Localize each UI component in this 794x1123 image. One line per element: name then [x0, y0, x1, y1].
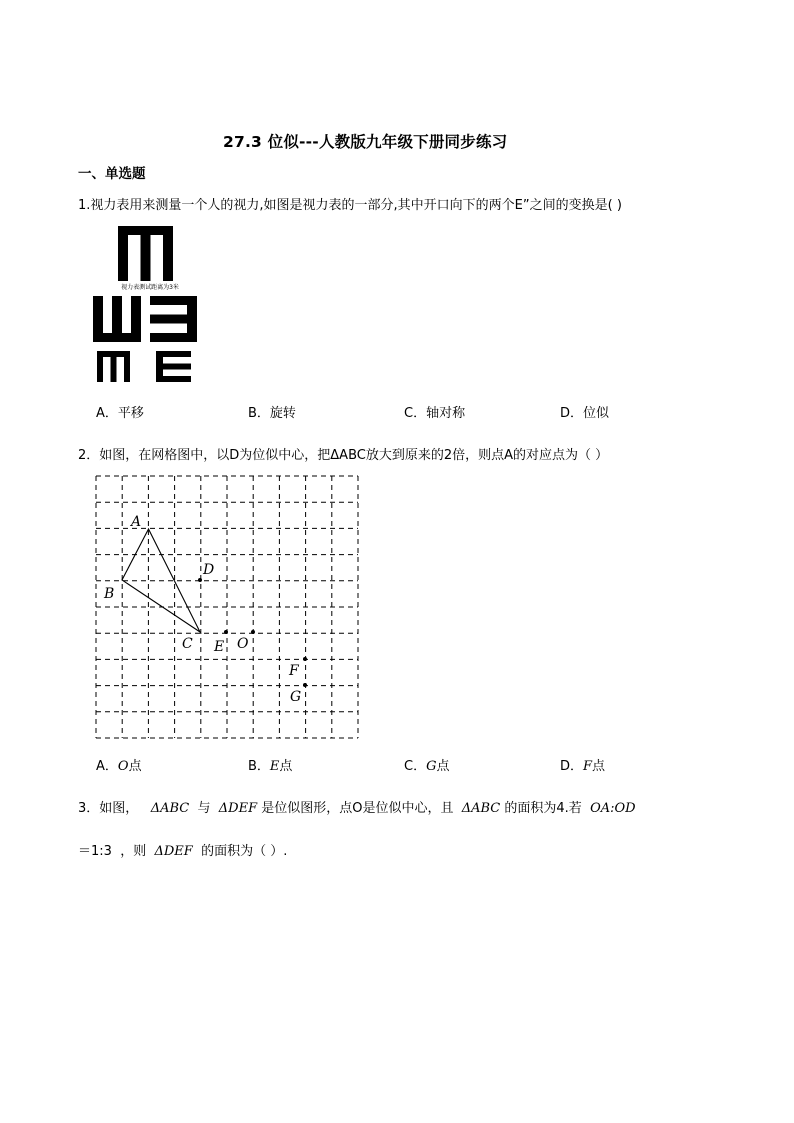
- label-g: G: [290, 689, 302, 705]
- section-heading: 一、单选题: [78, 166, 146, 182]
- page-title: 27.3 位似---人教版九年级下册同步练习: [223, 133, 508, 151]
- q2-option-a-suffix: 点: [128, 759, 142, 774]
- q2-grid-figure: [90, 470, 365, 745]
- q3-triangle-abc-2: ΔABC: [461, 801, 501, 816]
- q1-option-a: A．平移: [96, 406, 144, 421]
- q2-option-a: [96, 755, 142, 774]
- q2-option-c: [404, 755, 449, 774]
- label-o: O: [237, 636, 249, 652]
- q2-option-b-var: E: [269, 759, 280, 774]
- label-e: E: [214, 639, 225, 655]
- point-e: [224, 630, 228, 634]
- q2-option-d-suffix: 点: [592, 759, 606, 774]
- question-3-line-1: [78, 797, 636, 816]
- q2-option-b-suffix: 点: [279, 759, 293, 774]
- q2-option-c-prefix: C．: [404, 759, 427, 774]
- label-b: B: [104, 586, 115, 602]
- question-2-text: 2．如图，在网格图中，以D为位似中心，把ΔABC放大到原来的2倍，则点A的对应点为（ ）: [78, 448, 609, 463]
- q2-option-b: [248, 755, 292, 774]
- q3-text-then: ，则: [120, 844, 147, 859]
- q3-text-c: 是位似图形，点O是位似中心，且: [261, 801, 454, 816]
- point-f: [303, 657, 307, 661]
- q2-option-c-var: G: [426, 759, 437, 774]
- label-c: C: [182, 636, 193, 652]
- q3-text-a: 3．如图，: [78, 801, 139, 816]
- q3-text-b: 与: [197, 801, 211, 816]
- q3-triangle-def-2: ΔDEF: [154, 844, 193, 859]
- q2-option-a-var: O: [117, 759, 129, 774]
- label-f: F: [289, 663, 299, 679]
- q3-triangle-def: ΔDEF: [218, 801, 258, 816]
- q1-option-b: B．旋转: [248, 406, 296, 421]
- q2-option-d-prefix: D．: [560, 759, 584, 774]
- q1-option-d: D．位似: [560, 406, 610, 421]
- question-3-line-2: [78, 840, 287, 859]
- q1-option-c: C．轴对称: [404, 406, 466, 421]
- q2-option-a-prefix: A．: [96, 759, 118, 774]
- q2-option-d: [560, 755, 605, 774]
- q2-option-d-var: F: [583, 759, 593, 774]
- q3-text-d: 的面积为4.若: [504, 801, 582, 816]
- eye-chart-caption: 视力表测试距离为3米: [121, 284, 179, 291]
- eye-chart-e-up: [93, 296, 141, 342]
- q2-option-c-suffix: 点: [436, 759, 450, 774]
- eye-chart-e-small-down: [97, 351, 130, 382]
- point-d: [198, 578, 202, 582]
- eye-chart-e-small-right: [156, 351, 191, 382]
- point-g: [303, 683, 307, 687]
- eye-chart-e-left: [150, 296, 197, 342]
- q2-option-b-prefix: B．: [248, 759, 270, 774]
- point-o: [251, 630, 255, 634]
- q3-text-area: 的面积为（ ）.: [201, 844, 288, 859]
- eye-chart-figure: [90, 222, 200, 387]
- q3-ratio: OA:OD: [590, 801, 636, 816]
- q3-triangle-abc: ΔABC: [150, 801, 190, 816]
- label-a: A: [131, 514, 142, 530]
- eye-chart-e-large-down: [118, 226, 173, 281]
- q3-ratio-value: ＝1:3: [78, 844, 112, 859]
- label-d: D: [203, 562, 215, 578]
- question-1-text: 1.视力表用来测量一个人的视力,如图是视力表的一部分,其中开口向下的两个E”之间的变换是( ): [78, 198, 622, 213]
